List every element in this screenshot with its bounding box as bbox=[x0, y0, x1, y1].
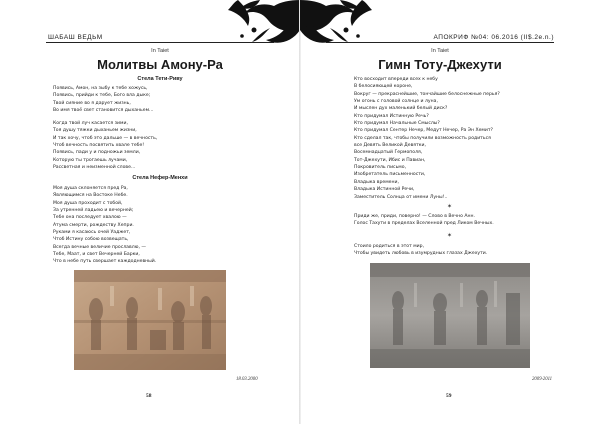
stanza bbox=[354, 243, 487, 258]
verse-line: все Девять Великой Девятки, bbox=[354, 143, 426, 149]
verse-line: Которую ты трогаешь лучами, bbox=[53, 157, 128, 163]
verse-line: За утренней ладьею и вечерней; bbox=[53, 208, 134, 214]
stela-heading: Стела Тети-Риву bbox=[137, 76, 183, 82]
verse-line: Чтоб вечность посвятить хвале тебе! bbox=[53, 143, 145, 149]
verse-line: Владыка времени, bbox=[354, 179, 399, 185]
verse-line: Ум огонь с головой солнце и луна, bbox=[354, 99, 438, 105]
verse-line: Когда твой луч касается зими, bbox=[53, 121, 128, 126]
stela-heading: Стела Нефер-Менхи bbox=[132, 175, 188, 181]
verse-line: Рассветная и неизменной слове... bbox=[53, 165, 136, 171]
floral-ornament-icon bbox=[300, 0, 410, 46]
stanza bbox=[53, 185, 156, 266]
verse-line: Являющимся на Востоке Небе. bbox=[53, 193, 128, 199]
verse-line: Появись, пади у и подножьи земли, bbox=[53, 150, 141, 156]
verse-line: Что в небе путь свершает каждодневный. bbox=[53, 259, 157, 265]
header-rule bbox=[46, 42, 274, 43]
stela-relief-photo bbox=[74, 270, 226, 370]
verse-line: И так хочу, чтоб это дальше — в вечность, bbox=[53, 135, 158, 141]
verse-line: Атума смерти, рождеству Хепри. bbox=[53, 222, 134, 228]
verse-line: Вокруг — прекраснейшие, тончайшие белоснежные перья? bbox=[354, 91, 500, 97]
verse-line: Кто придумал Начальные Смыслы? bbox=[354, 121, 440, 127]
verse-line: Всегда вечные величие прославлю, — bbox=[53, 244, 147, 250]
running-head: АПОКРИФ №04: 06.2016 (II$.2e.n.) bbox=[433, 34, 554, 41]
stanza bbox=[354, 76, 500, 201]
verse-line: Появись, прийди к тебе, Бого вла дыке; bbox=[53, 93, 151, 99]
verse-line: Моя душа склоняется пред Ра, bbox=[53, 186, 128, 191]
verse-line: Тоя душу тяжки дыханьем жизни, bbox=[53, 128, 137, 134]
photo-caption: 18.03.2000 bbox=[236, 377, 258, 382]
verse-line: Кто придумал Сентер Нечер, Медут Нечер, Ра Эн Хемит? bbox=[354, 128, 493, 134]
verse-line: Изобретатель письменности, bbox=[354, 172, 426, 178]
verse-line: Восемнадцатый Гермополя, bbox=[354, 150, 423, 156]
verse-line: В белосияющей короне, bbox=[354, 84, 413, 90]
verse-line: Заместитель Солнца от имени Луны!.. bbox=[354, 194, 448, 200]
verse-line: Появись, Амон, на зыбу к тебе хожусь, bbox=[53, 86, 148, 91]
verse-line: Владыка Истинной Речи, bbox=[354, 187, 415, 193]
page-title: Молитвы Амону-Ра bbox=[97, 57, 223, 72]
verse-line: Приди же, приди, поверно! — Слово в Вечно Анн. bbox=[354, 214, 475, 219]
stanza bbox=[354, 213, 494, 228]
header-rule bbox=[326, 42, 554, 43]
verse-line: Покровитель письмо, bbox=[354, 165, 407, 171]
floral-ornament-icon bbox=[190, 0, 300, 46]
star-divider-icon: ✶ bbox=[447, 203, 453, 210]
page-number: 58 bbox=[146, 393, 152, 399]
page-number: 59 bbox=[446, 393, 452, 399]
thoth-relief-photo bbox=[370, 263, 530, 368]
verse-line: Кто придумал Истинную Речь? bbox=[354, 113, 429, 119]
verse-line: Голос Тахути в пределах Вселенной пред Ликом Вечных. bbox=[354, 221, 494, 227]
section-label: In Taiet bbox=[151, 48, 169, 54]
verse-line: Тот-Джехути, Ибис и Павиан, bbox=[354, 157, 426, 163]
page-title: Гимн Тоту-Джехути bbox=[378, 57, 502, 72]
verse-line: Кто сделал так, чтобы получили возможность родиться bbox=[354, 135, 491, 141]
verse-line: Во имя твоё свет становится дыханьем... bbox=[53, 108, 154, 114]
verse-line: Стоило родиться в этот мир, bbox=[354, 244, 425, 249]
verse-line: Чтобы увидеть любовь в изумрудных глазах Джехути. bbox=[354, 251, 488, 257]
verse-line: Тебе она последует хвалою — bbox=[53, 215, 127, 221]
right-page bbox=[300, 0, 600, 424]
verse-line: Моя душа проходит с тобой, bbox=[53, 200, 123, 206]
running-head: ШАБАШ ВЕДЬМ bbox=[48, 34, 103, 41]
star-divider-icon: ✶ bbox=[447, 232, 453, 239]
stanza bbox=[53, 120, 157, 171]
verse-line: Кто восходит впереди всех к небу bbox=[354, 77, 438, 82]
verse-line: Тебе, Маат, и свет Вечерней Барки, bbox=[53, 252, 140, 258]
verse-line: Руками я касаюсь очей Уаджет, bbox=[53, 230, 131, 236]
verse-line: И мыслен дух маленький белый диск? bbox=[354, 106, 448, 112]
stanza bbox=[53, 85, 153, 114]
verse-line: Чтоб Истину собою возвещать, bbox=[53, 237, 129, 243]
photo-caption: 2009·2011 bbox=[532, 377, 553, 382]
verse-line: Твой сияние во я дарует жизнь, bbox=[53, 100, 131, 106]
section-label: In Taiet bbox=[431, 48, 449, 54]
